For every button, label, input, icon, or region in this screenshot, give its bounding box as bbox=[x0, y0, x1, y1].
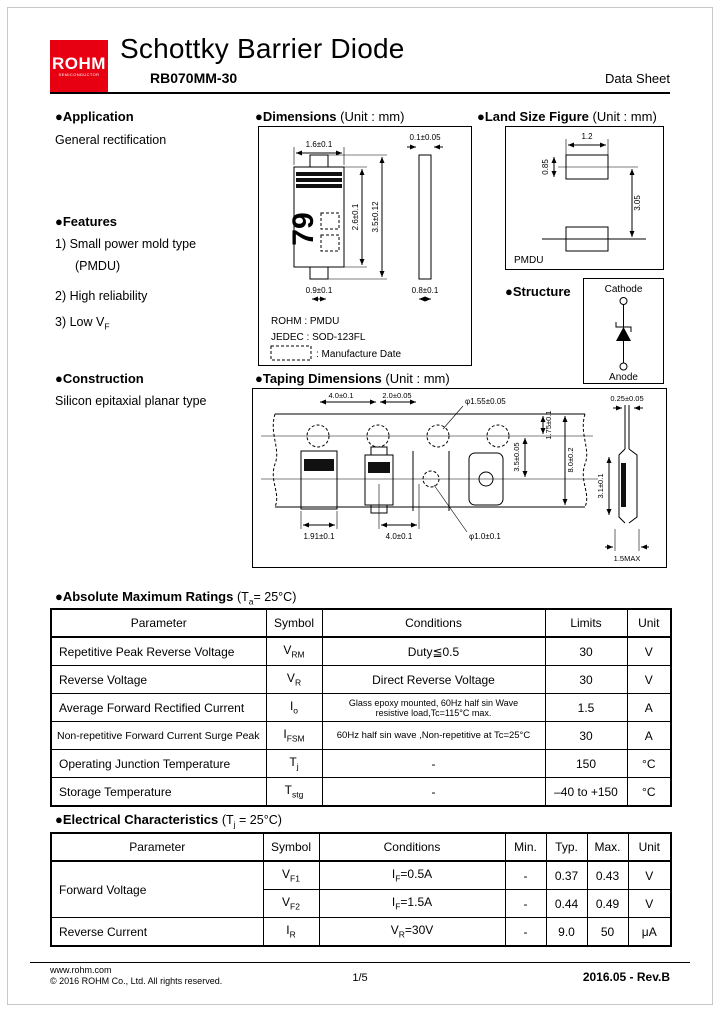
table-row: Operating Junction Temperature $T_j$ - 150 °C bbox=[51, 750, 671, 778]
dimensions-figure bbox=[258, 126, 472, 366]
cover-thickness-label: 0.25±0.05 bbox=[610, 394, 644, 403]
logo-text: ROHM bbox=[52, 53, 106, 73]
application-body: General rectification bbox=[55, 133, 167, 147]
pocket-pitch-label: 4.0±0.1 bbox=[385, 532, 413, 541]
symbol-cell: $T_j$ bbox=[266, 750, 322, 778]
land-package-label: PMDU bbox=[514, 255, 544, 266]
pocket-hole-dia-label: φ1.0±0.1 bbox=[469, 532, 501, 541]
pocket-width-label: 1.91±0.1 bbox=[303, 532, 335, 541]
diode-symbol bbox=[616, 327, 631, 341]
feature-item-1b: (PMDU) bbox=[75, 259, 121, 273]
mfg-date-box bbox=[271, 346, 311, 360]
max-thickness-label: 1.5MAX bbox=[613, 554, 641, 563]
doc-type-label: Data Sheet bbox=[604, 71, 670, 86]
col-parameter: Parameter bbox=[51, 609, 266, 637]
anode-terminal bbox=[620, 363, 627, 370]
table-row: Storage Temperature $T_{stg}$ - –40 to +150 °C bbox=[51, 778, 671, 807]
symbol-cell: $I_{FSM}$ bbox=[266, 722, 322, 750]
footer-copyright: © 2016 ROHM Co., Ltd. All rights reserved. bbox=[50, 976, 223, 986]
feature-item-1: 1) Small power mold type bbox=[55, 237, 197, 251]
col-symbol: Symbol bbox=[266, 609, 322, 637]
tape-width-label: 8.0±0.2 bbox=[566, 447, 575, 473]
table-row: $V_{F2}$ $I_F=1.5A$ - 0.44 0.49 V bbox=[51, 890, 671, 918]
structure-heading: ●Structure bbox=[505, 284, 571, 299]
col-limits: Limits bbox=[545, 609, 627, 637]
tape-pitch-label: 4.0±0.1 bbox=[328, 391, 354, 400]
symbol-cell: $V_{F1}$ bbox=[263, 861, 319, 890]
abs-max-table bbox=[50, 608, 672, 807]
package-side-view bbox=[419, 155, 431, 279]
abs-max-header-row bbox=[51, 609, 671, 637]
center-dim-label: 3.5±0.05 bbox=[512, 442, 521, 472]
rohm-package-label: ROHM : PMDU bbox=[271, 316, 340, 327]
land-size-figure bbox=[505, 126, 664, 270]
pad-pitch-label: 3.05 bbox=[633, 195, 642, 211]
mfg-date-label: : Manufacture Date bbox=[316, 349, 402, 360]
header-rule bbox=[50, 92, 670, 94]
taping-drawing bbox=[253, 389, 666, 567]
rohm-logo bbox=[50, 40, 108, 92]
symbol-cell: $V_{RM}$ bbox=[266, 637, 322, 666]
dim-lead-thickness-label: 0.1±0.05 bbox=[409, 133, 441, 142]
application-heading: ●Application bbox=[55, 109, 134, 124]
table-row: Forward Voltage $V_{F1}$ $I_F=0.5A$ - 0.37 0.43 V bbox=[51, 861, 671, 890]
footer-url: www.rohm.com bbox=[50, 965, 112, 975]
dim-top-width-label: 1.6±0.1 bbox=[305, 140, 333, 149]
dim-thickness-label: 0.8±0.1 bbox=[411, 286, 439, 295]
sprocket-dia-label: φ1.55±0.05 bbox=[465, 397, 506, 406]
elec-heading: ●Electrical Characteristics $(T_j = 25^\circ C)$ bbox=[55, 812, 282, 830]
structure-figure bbox=[583, 278, 664, 384]
pocket-depth-label: 3.1±0.1 bbox=[596, 473, 605, 499]
construction-heading: ●Construction bbox=[55, 371, 144, 386]
col-unit: Unit bbox=[627, 609, 671, 637]
page-number: 1/5 bbox=[352, 972, 368, 984]
edge-dim-label: 1.75±0.1 bbox=[544, 410, 553, 440]
pad-width-label: 1.2 bbox=[581, 132, 593, 141]
jedec-label: JEDEC : SOD-123FL bbox=[271, 332, 366, 343]
elec-header-row: Parameter Symbol Conditions Min. Typ. Max. Unit bbox=[51, 833, 671, 861]
cathode-band bbox=[296, 172, 342, 176]
symbol-cell: $V_{F2}$ bbox=[263, 890, 319, 918]
symbol-cell: $I_o$ bbox=[266, 694, 322, 722]
elec-table bbox=[50, 832, 672, 947]
col-conditions: Conditions bbox=[322, 609, 545, 637]
forward-voltage-param: Forward Voltage bbox=[51, 861, 263, 918]
taping-heading: ●Taping Dimensions (Unit : mm) bbox=[255, 371, 450, 386]
table-row: Average Forward Rectified Current $I_o$ Glass epoxy mounted, 60Hz half sin Wave resistive load,Tc=115°C max. 1.5 A bbox=[51, 694, 671, 722]
construction-body: Silicon epitaxial planar type bbox=[55, 394, 207, 408]
dim-total-length-label: 3.5±0.12 bbox=[371, 201, 380, 233]
dim-lead-width-label: 0.9±0.1 bbox=[305, 286, 333, 295]
cathode-label: Cathode bbox=[604, 284, 643, 295]
table-row: Reverse Voltage $V_R$ Direct Reverse Voltage 30 V bbox=[51, 666, 671, 694]
part-number: RB070MM-30 bbox=[150, 70, 238, 86]
pad-height-label: 0.85 bbox=[541, 159, 550, 175]
table-row: Repetitive Peak Reverse Voltage $V_{RM}$ Duty≦0.5 30 V bbox=[51, 637, 671, 666]
features-heading: ●Features bbox=[55, 214, 118, 229]
feature-item-3: 3) Low $V_F$ bbox=[55, 315, 110, 332]
revision-label: 2016.05 - Rev.B bbox=[582, 970, 670, 984]
land-size-heading: ●Land Size Figure (Unit : mm) bbox=[477, 109, 657, 124]
taping-figure bbox=[252, 388, 667, 568]
table-row: Reverse Current $I_R$ $V_R=30V$ - 9.0 50 μA bbox=[51, 918, 671, 947]
abs-max-heading: ●Absolute Maximum Ratings $(T_a= 25^\circ C)$ bbox=[55, 589, 297, 607]
footer-rule bbox=[30, 962, 690, 963]
symbol-cell: $V_R$ bbox=[266, 666, 322, 694]
tape-hole-offset-label: 2.0±0.05 bbox=[382, 391, 412, 400]
document-title: Schottky Barrier Diode bbox=[120, 33, 405, 64]
marking-79: 79 bbox=[287, 212, 320, 246]
dimensions-drawing bbox=[259, 127, 471, 365]
dimensions-heading: ●Dimensions (Unit : mm) bbox=[255, 109, 405, 124]
cathode-terminal bbox=[620, 298, 627, 305]
land-size-drawing bbox=[506, 127, 663, 269]
anode-label: Anode bbox=[609, 372, 638, 383]
dim-body-length-label: 2.6±0.1 bbox=[351, 203, 360, 231]
symbol-cell: $T_{stg}$ bbox=[266, 778, 322, 807]
structure-drawing bbox=[584, 279, 663, 383]
symbol-cell: $I_R$ bbox=[263, 918, 319, 947]
table-row: Non-repetitive Forward Current Surge Peak $I_{FSM}$ 60Hz half sin wave ,Non-repetitive at Tc=25°C 30 A bbox=[51, 722, 671, 750]
feature-item-2: 2) High reliability bbox=[55, 289, 148, 303]
logo-subtext: SEMICONDUCTOR bbox=[58, 71, 100, 77]
